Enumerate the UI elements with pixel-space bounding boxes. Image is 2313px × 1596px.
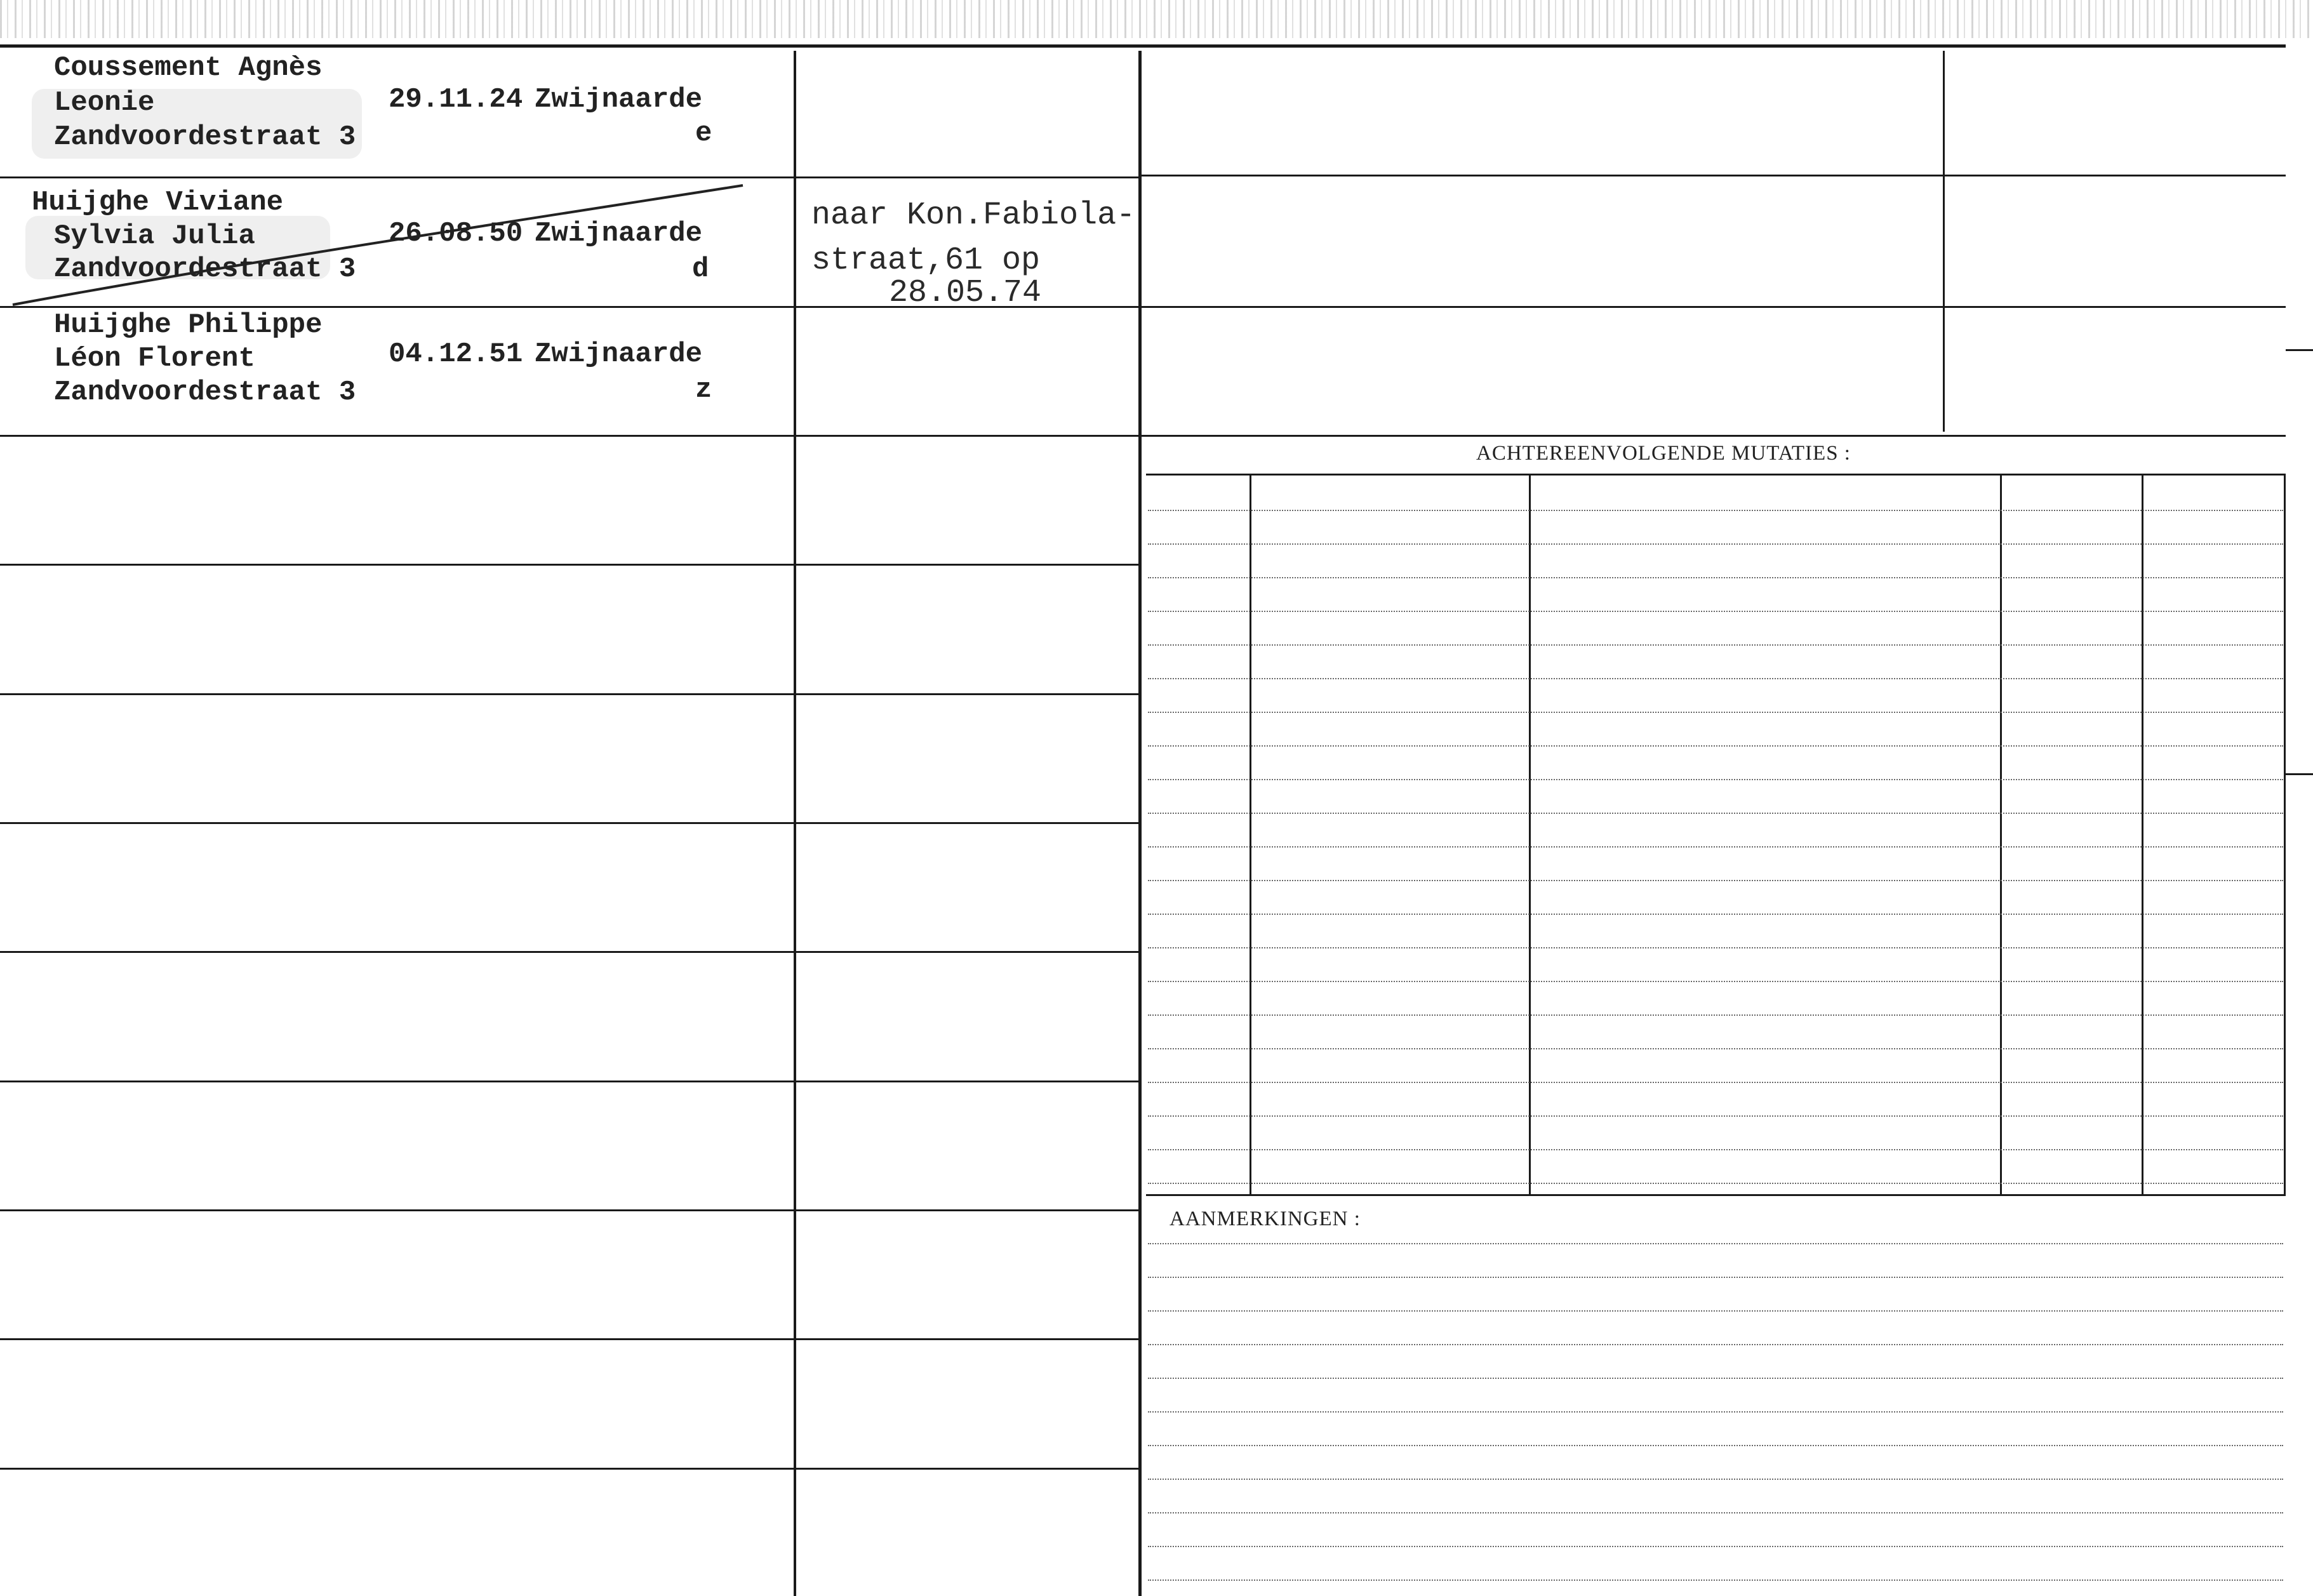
remarks-dotted-rule [1148,1445,2283,1446]
mutations-column-divider [2000,475,2002,1195]
mutations-column-divider [1529,475,1531,1195]
mutations-dotted-rule [1148,644,2283,646]
mutations-header-line [1146,474,2286,475]
mutations-dotted-rule [1148,678,2283,679]
mutations-dotted-rule [1148,577,2283,578]
mutations-dotted-rule [1148,1082,2283,1083]
mutations-dotted-rule [1148,1048,2283,1049]
remarks-dotted-rule [1148,1579,2283,1581]
row-line [0,1081,1142,1082]
mutations-column-divider [2284,475,2286,1195]
entry-1-name: Coussement Agnès [54,52,323,84]
entry-2-remark-line-2: straat,61 op [811,243,1041,279]
row-line [0,1338,1142,1340]
entry-1-birth-date: 29.11.24 [389,84,523,116]
entry-3-birth-place: Zwijnaarde [535,338,703,370]
entry-1-birth-place: Zwijnaarde [535,84,703,116]
mutations-dotted-rule [1148,510,2283,511]
mutations-dotted-rule [1148,1014,2283,1016]
row-line [0,951,1142,953]
row-line [0,822,1142,824]
entry-3-code: z [695,374,712,406]
mutations-dotted-rule [1148,981,2283,982]
mutations-dotted-rule [1148,543,2283,545]
entry-1-address: Zandvoordestraat 3 [54,121,356,153]
mutations-dotted-rule [1148,1115,2283,1117]
entry-3-given: Léon Florent [54,343,255,375]
edge-tick [2286,349,2313,351]
right-row-line [1142,175,2286,176]
scan-noise-strip [0,0,2313,38]
entry-2-given: Sylvia Julia [54,220,255,252]
entry-3-address: Zandvoordestraat 3 [54,376,356,408]
entry-2-address: Zandvoordestraat 3 [54,253,356,285]
edge-tick [2286,773,2313,775]
remarks-dotted-rule [1148,1243,2283,1244]
row-line [0,1468,1142,1470]
remarks-dotted-rule [1148,1411,2283,1413]
entry-3-birth-date: 04.12.51 [389,338,523,370]
entry-2-remark-line-1: naar Kon.Fabiola- [811,197,1136,234]
mutations-dotted-rule [1148,712,2283,713]
remarks-dotted-rule [1148,1310,2283,1312]
mutations-dotted-rule [1148,779,2283,780]
mutations-dotted-rule [1148,947,2283,948]
remarks-dotted-rule [1148,1512,2283,1513]
entry-2-birth-date: 26.08.50 [389,218,523,249]
row-line [0,435,1142,437]
mutations-dotted-rule [1148,846,2283,848]
row-line [0,693,1142,695]
right-row-line [1142,306,2286,308]
mutations-dotted-rule [1148,914,2283,915]
top-border [0,44,2286,48]
mutations-dotted-rule [1148,880,2283,881]
remarks-heading: AANMERKINGEN : [1170,1207,1361,1230]
entry-1-code: e [695,117,712,149]
mutations-dotted-rule [1148,1149,2283,1150]
entry-2-code: d [692,253,709,285]
mutations-heading: ACHTEREENVOLGENDE MUTATIES : [1476,442,1851,465]
remarks-dotted-rule [1148,1344,2283,1345]
row-line [0,564,1142,566]
mutations-column-divider [1250,475,1251,1195]
column-divider-right [1943,51,1945,432]
entry-2-remark-line-3: 28.05.74 [889,275,1042,311]
mutations-dotted-rule [1148,745,2283,747]
remarks-dotted-rule [1148,1277,2283,1278]
entry-3-name: Huijghe Philippe [54,309,323,341]
mutations-dotted-rule [1148,611,2283,612]
mutations-dotted-rule [1148,813,2283,814]
entry-2-name: Huijghe Viviane [32,187,284,218]
entry-2-strike-line [0,178,825,311]
row-line [0,1209,1142,1211]
remarks-dotted-rule [1148,1546,2283,1547]
remarks-dotted-rule [1148,1378,2283,1379]
mutations-column-divider [2142,475,2143,1195]
right-row-line [1142,435,2286,437]
entry-2-birth-place: Zwijnaarde [535,218,703,249]
remarks-dotted-rule [1148,1479,2283,1480]
entry-1-given: Leonie [54,87,155,119]
mutations-bottom-line [1146,1194,2286,1196]
mutations-dotted-rule [1148,1183,2283,1184]
